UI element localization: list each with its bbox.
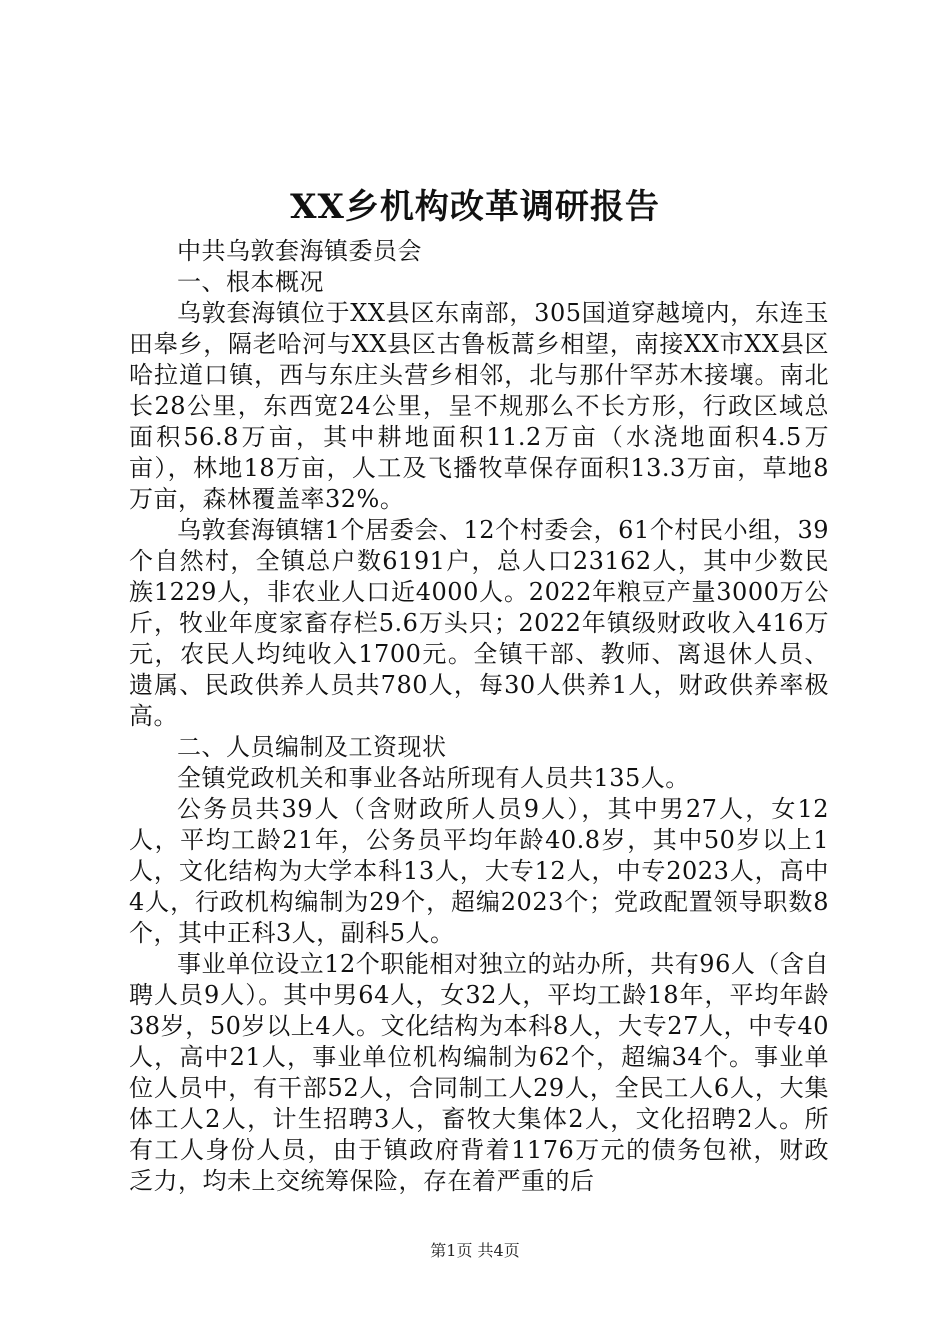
document-body (129, 236, 829, 1197)
section-heading-staffing: 二、人员编制及工资现状 (177, 733, 447, 761)
paragraph-geography: 乌敦套海镇位于XX县区东南部，305国道穿越境内，东连玉田皋乡，隔老哈河与XX县区古鲁板蒿乡相望，南接XX市XX县区哈拉道口镇，西与东庄头营乡相邻，北与那什罕苏木接壤。南北长28公里，东西宽24公里，呈不规那么不长方形，行政区域总面积56.8万亩，其中耕地面积11.2万亩（水浇地面积4.5万亩），林地18万亩，人工及飞播牧草保存面积13.3万亩，草地8万亩，森林覆盖率32%。 (129, 299, 829, 513)
document-title: XX乡机构改革调研报告 (290, 187, 660, 227)
paragraph-staff-total: 全镇党政机关和事业各站所现有人员共135人。 (177, 764, 690, 792)
section-heading-overview: 一、根本概况 (177, 268, 324, 296)
paragraph-population: 乌敦套海镇辖1个居委会、12个村委会，61个村民小组，39个自然村，全镇总户数6191户，总人口23162人，其中少数民族1229人，非农业人口近4000人。2022年粮豆产量3000万公斤，牧业年度家畜存栏5.6万头只；2022年镇级财政收入416万元，农民人均纯收入1700元。全镇干部、教师、离退休人员、遗属、民政供养人员共780人，每30人供养1人，财政供养率极高。 (129, 516, 829, 730)
paragraph-civil-servants: 公务员共39人（含财政所人员9人），其中男27人，女12人，平均工龄21年，公务员平均年龄40.8岁，其中50岁以上1人，文化结构为大学本科13人，大专12人，中专2023人，高中4人，行政机构编制为29个，超编2023个；党政配置领导职数8个，其中正科3人，副科5人。 (129, 795, 829, 947)
issuer-line: 中共乌敦套海镇委员会 (177, 237, 422, 265)
page-number-footer: 第1页 共4页 (430, 1241, 520, 1260)
paragraph-institutions: 事业单位设立12个职能相对独立的站办所，共有96人（含自聘人员9人）。其中男64人，女32人，平均工龄18年，平均年龄38岁，50岁以上4人。文化结构为本科8人，大专27人，中专40人，高中21人，事业单位机构编制为62个，超编34个。事业单位人员中，有干部52人，合同制工人29人，全民工人6人，大集体工人2人，计生招聘3人，畜牧大集体2人，文化招聘2人。所有工人身份人员，由于镇政府背着1176万元的债务包袱，财政乏力，均未上交统筹保险，存在着严重的后 (129, 950, 829, 1195)
